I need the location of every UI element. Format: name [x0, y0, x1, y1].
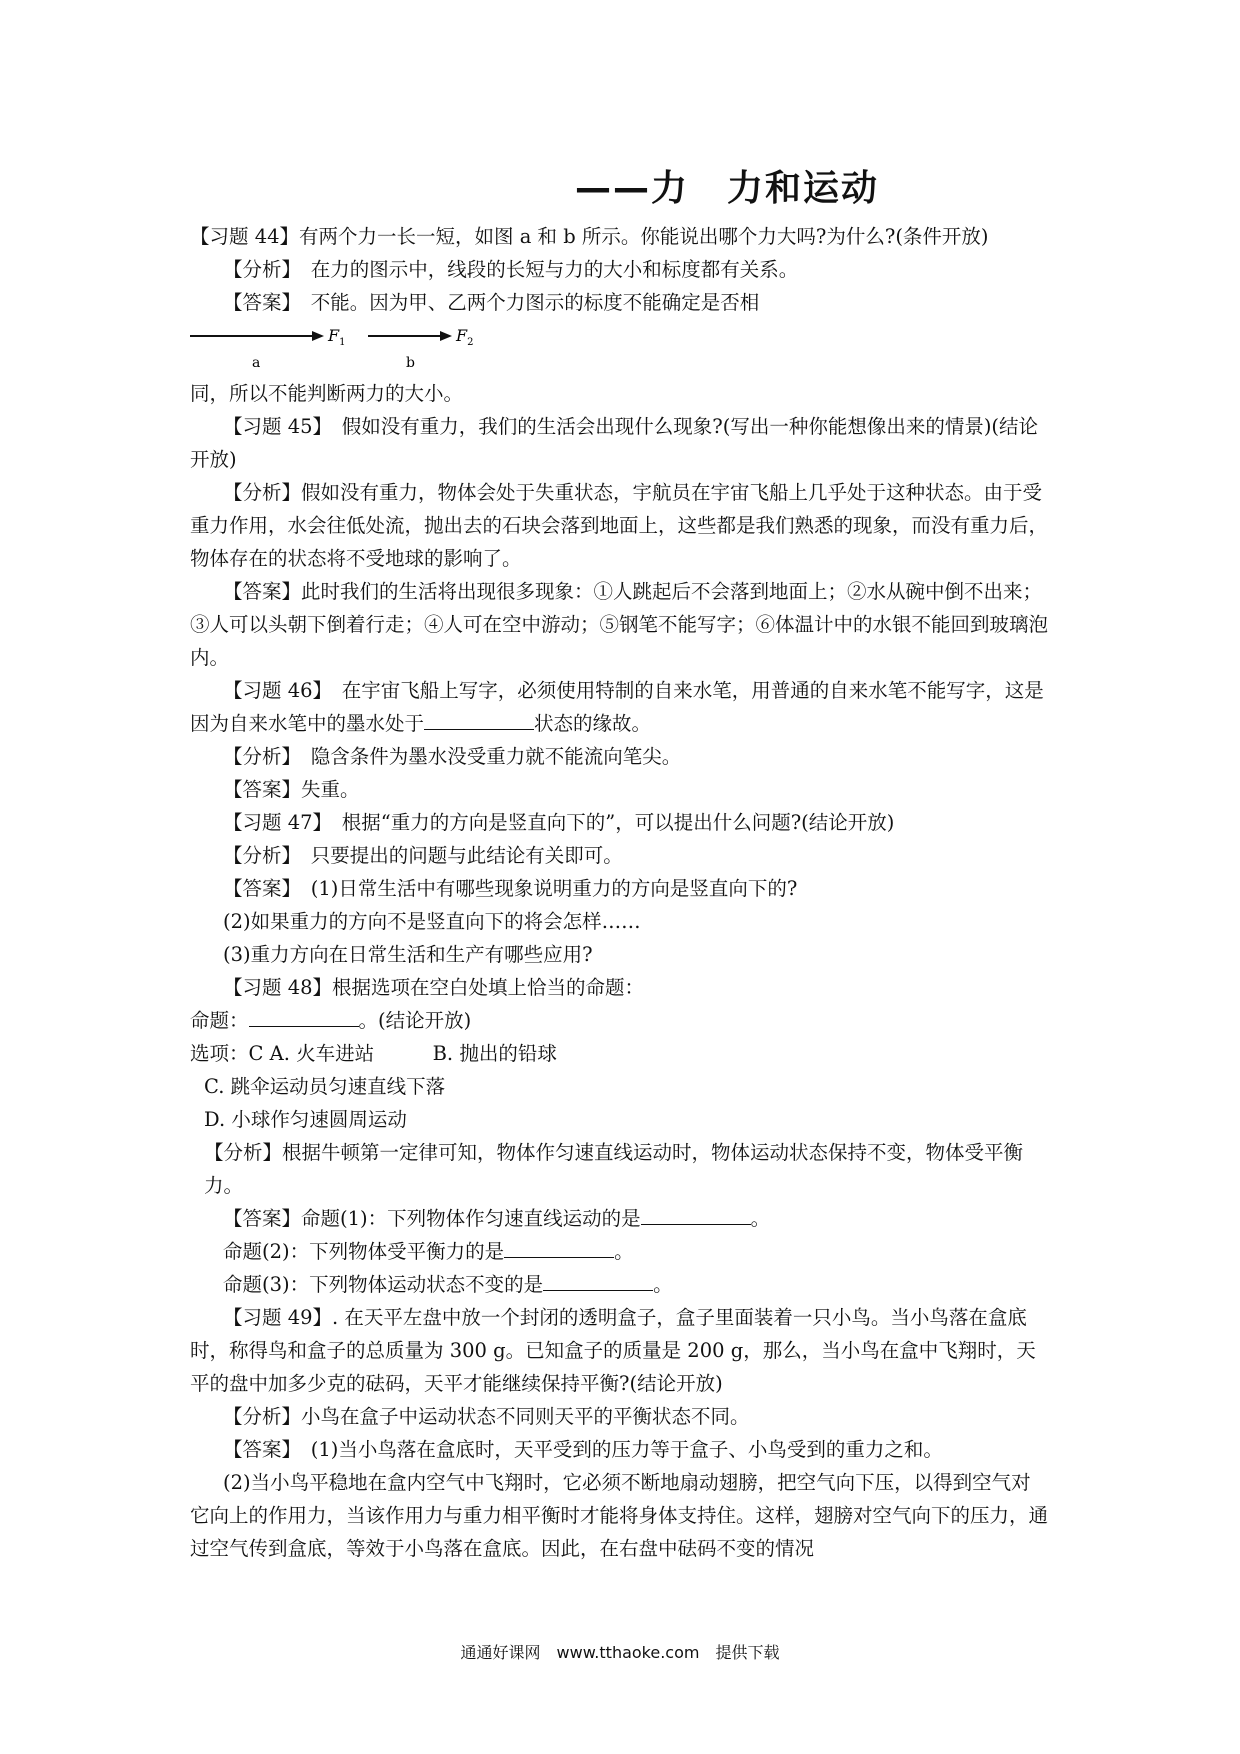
exercise-44-answer-continued: 同，所以不能判断两力的大小。	[190, 382, 464, 405]
force-label-f1: $F_1$	[328, 326, 346, 348]
exercise-46-analysis: 【分析】 隐含条件为墨水没受重力就不能流向笔尖。	[223, 745, 682, 768]
exercise-46-answer: 【答案】失重。	[223, 778, 360, 801]
exercise-44-analysis: 【分析】 在力的图示中，线段的长短与力的大小和标度都有关系。	[223, 258, 799, 281]
exercise-47-answer-3: (3)重力方向在日常生活和生产有哪些应用?	[223, 943, 593, 966]
exercise-47-analysis: 【分析】 只要提出的问题与此结论有关即可。	[223, 844, 623, 867]
fill-blank	[424, 709, 534, 730]
exercise-48-options: 选项：C A. 火车进站 B. 抛出的铅球	[190, 1042, 557, 1065]
figure-label-b: b	[406, 355, 415, 371]
exercise-48-option-c: C. 跳伞运动员匀速直线下落	[204, 1075, 446, 1098]
force-arrow-a	[190, 331, 324, 341]
exercise-49-answer-1: 【答案】 (1)当小鸟落在盒底时，天平受到的压力等于盒子、小鸟受到的重力之和。	[223, 1438, 943, 1461]
exercise-45-question: 【习题 45】 假如没有重力，我们的生活会出现什么现象?(写出一种你能想像出来的情景)(结论开放)	[190, 415, 1039, 471]
exercise-49-question: 【习题 49】. 在天平左盘中放一个封闭的透明盒子，盒子里面装着一只小鸟。当小鸟落在盒底时，称得鸟和盒子的总质量为 300 g。已知盒子的质量是 200 g，那么，当小鸟在盒中飞翔时，天平的盘中加多少克的砝码，天平才能继续保持平衡?(结论开放)	[190, 1306, 1036, 1395]
exercise-48-question: 【习题 48】根据选项在空白处填上恰当的命题：	[223, 976, 645, 999]
page-footer: 通通好课网 www.tthaoke.com 提供下载	[460, 1643, 780, 1662]
figure-label-a: a	[252, 355, 261, 371]
exercise-44-answer: 【答案】 不能。因为甲、乙两个力图示的标度不能确定是否相	[223, 291, 760, 314]
exercise-49-answer-2: (2)当小鸟平稳地在盒内空气中飞翔时，它必须不断地扇动翅膀，把空气向下压，以得到空气对它向上的作用力，当该作用力与重力相平衡时才能将身体支持住。这样，翅膀对空气向下的压力，通过空气传到盒底，等效于小鸟落在盒底。因此，在右盘中砝码不变的情况	[190, 1471, 1049, 1560]
fill-blank	[641, 1204, 751, 1225]
exercise-44-question: 【习题 44】有两个力一长一短，如图 a 和 b 所示。你能说出哪个力大吗?为什么?(条件开放)	[190, 225, 989, 248]
exercise-48-answer-2: 命题(2)：下列物体受平衡力的是 。	[190, 1235, 1050, 1268]
exercise-47-question: 【习题 47】 根据“重力的方向是竖直向下的”，可以提出什么问题?(结论开放)	[223, 811, 895, 834]
exercise-48-answer-1: 【答案】命题(1)：下列物体作匀速直线运动的是 。	[190, 1202, 1050, 1235]
fill-blank	[504, 1237, 614, 1258]
exercise-48-analysis: 【分析】根据牛顿第一定律可知，物体作匀速直线运动时，物体运动状态保持不变，物体受平衡力。	[204, 1141, 1024, 1197]
document-body	[190, 220, 1050, 1565]
force-diagram	[190, 319, 1050, 377]
fill-blank	[249, 1006, 359, 1027]
exercise-47-answer-1: 【答案】 (1)日常生活中有哪些现象说明重力的方向是竖直向下的?	[223, 877, 798, 900]
exercise-49-analysis: 【分析】小鸟在盒子中运动状态不同则天平的平衡状态不同。	[223, 1405, 750, 1428]
exercise-48-proposition: 命题： 。(结论开放)	[190, 1004, 1050, 1037]
force-arrows-figure	[190, 319, 510, 377]
exercise-47-answer-2: (2)如果重力的方向不是竖直向下的将会怎样……	[223, 910, 641, 933]
exercise-48-option-d: D. 小球作匀速圆周运动	[204, 1108, 407, 1131]
exercise-45-answer: 【答案】此时我们的生活将出现很多现象：①人跳起后不会落到地面上；②水从碗中倒不出来；③人可以头朝下倒着行走；④人可在空中游动；⑤钢笔不能写字；⑥体温计中的水银不能回到玻璃泡内。	[190, 580, 1049, 669]
exercise-45-analysis: 【分析】假如没有重力，物体会处于失重状态，宇航员在宇宙飞船上几乎处于这种状态。由于受重力作用，水会往低处流，抛出去的石块会落到地面上，这些都是我们熟悉的现象，而没有重力后，物体存在的状态将不受地球的影响了。	[190, 481, 1049, 570]
force-arrow-b	[368, 331, 452, 341]
exercise-46-question: 【习题 46】 在宇宙飞船上写字，必须使用特制的自来水笔，用普通的自来水笔不能写字，这是因为自来水笔中的墨水处于 状态的缘故。	[190, 679, 1044, 735]
page-title: ——力 力和运动	[575, 168, 880, 209]
fill-blank	[543, 1270, 653, 1291]
exercise-48-answer-3: 命题(3)：下列物体运动状态不变的是 。	[190, 1268, 1050, 1301]
force-label-f2: $F_2$	[456, 326, 474, 348]
